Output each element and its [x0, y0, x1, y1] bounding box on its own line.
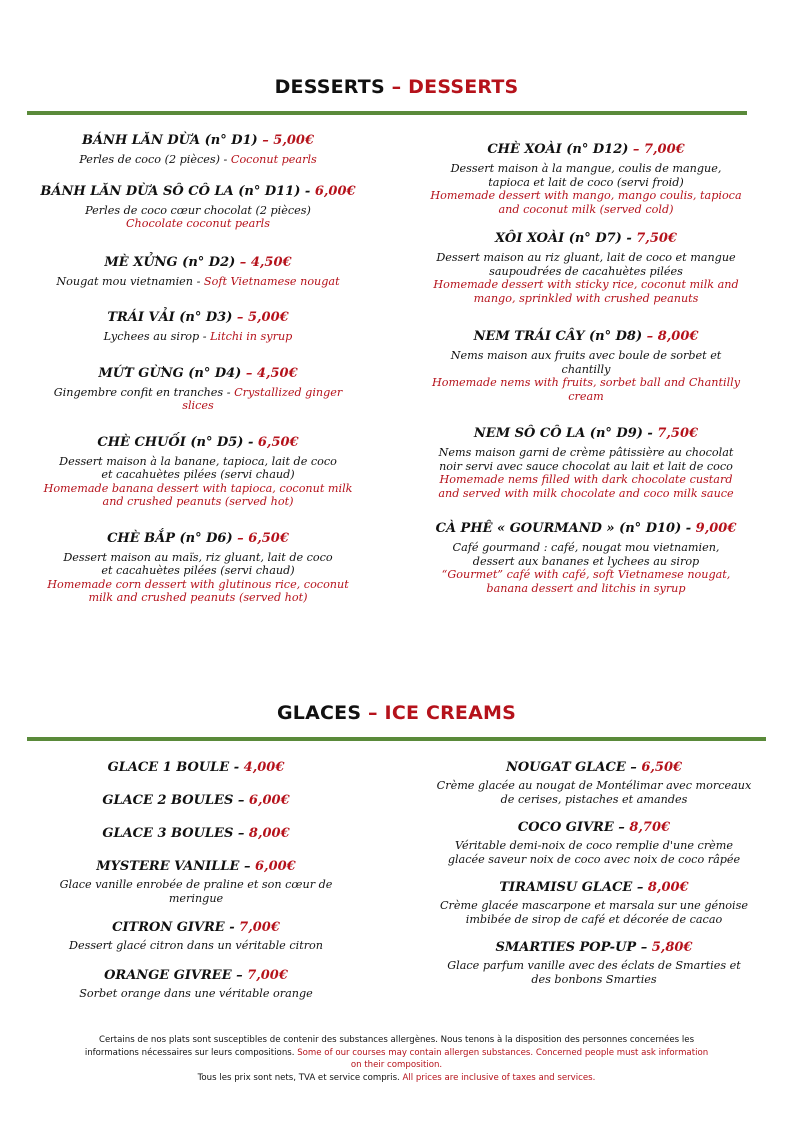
item-name: CITRON GIVRE — [112, 920, 225, 935]
item-desc: Sorbet orange dans une véritable orange — [79, 986, 313, 1000]
glaces-title-sep: – — [361, 702, 385, 724]
item-name: TRÁI VẢI (n° D3) — [107, 310, 233, 325]
item-desc-en: Litchi in syrup — [210, 330, 293, 343]
item-name: NOUGAT GLACE — [505, 760, 626, 775]
item-price: 7,00€ — [239, 920, 280, 935]
menu-item — [436, 879, 752, 926]
item-sep: – — [241, 365, 257, 381]
price-notice — [80, 1072, 713, 1085]
item-price: 8,00€ — [647, 880, 689, 895]
menu-item — [38, 183, 358, 231]
item-name: NEM TRÁI CÂY (n° D8) — [473, 329, 643, 344]
item-price: 6,00€ — [314, 183, 356, 199]
menu-item — [38, 434, 358, 509]
item-name: GLACE 3 BOULES — [102, 826, 238, 841]
glaces-title-fr: GLACES — [276, 702, 362, 724]
item-price: 6,50€ — [641, 760, 683, 775]
item-sep: – — [636, 940, 652, 955]
item-desc-en: Homemade nems filled with dark chocolate custard and served with milk chocolate and coco milk sauce — [438, 473, 734, 500]
item-sep: – — [632, 880, 648, 895]
desserts-divider — [27, 111, 747, 115]
item-name: GLACE 2 BOULES — [102, 793, 238, 808]
item-price: 7,50€ — [636, 231, 677, 246]
menu-item — [38, 309, 358, 344]
allergen-notice-en: Some of our courses may contain allergen substances. Concerned people must ask information on their composition. — [297, 1047, 709, 1070]
item-desc-en: Coconut pearls — [230, 153, 317, 166]
menu-item — [38, 825, 354, 842]
item-name: NEM SÔ CÔ LA (n° D9) — [473, 426, 643, 441]
menu-item — [38, 132, 358, 167]
item-desc-en: Homemade dessert with sticky rice, coconut milk and mango, sprinkled with crushed peanuts — [433, 278, 739, 305]
item-price: 7,50€ — [657, 426, 699, 441]
item-name: BÁNH LĂN DỪA (n° D1) — [81, 133, 258, 148]
item-desc-en: Chocolate coconut pearls — [125, 217, 270, 230]
item-name: BÁNH LĂN DỪA SÔ CÔ LA (n° D11) — [40, 183, 301, 199]
desserts-title-en: DESSERTS — [408, 76, 519, 98]
allergen-footer — [80, 1034, 713, 1084]
menu-item — [430, 230, 742, 305]
item-name: MYSTERE VANILLE — [96, 859, 240, 874]
item-sep: – — [237, 793, 249, 808]
menu-item — [436, 759, 752, 806]
item-desc: Véritable demi-noix de coco remplie d'une crème glacée saveur noix de coco avec noix de coco râpée — [447, 839, 741, 866]
item-price: 5,80€ — [651, 940, 693, 955]
item-sep: - — [300, 183, 315, 199]
item-price: 6,00€ — [255, 859, 296, 874]
item-sep: - — [642, 426, 658, 441]
menu-item — [38, 792, 354, 809]
item-name: SMARTIES POP-UP — [495, 940, 637, 955]
item-desc: Nougat mou vietnamien — [56, 274, 194, 288]
item-price: 7,00€ — [247, 967, 288, 983]
glaces-right-column — [436, 759, 752, 986]
item-name: CHÈ BẮP (n° D6) — [107, 530, 233, 546]
item-price: 4,50€ — [250, 254, 292, 270]
item-desc-en: “Gourmet” café with café, soft Vietnamese nougat, banana dessert and litchis in syrup — [441, 568, 731, 595]
menu-item — [430, 425, 742, 500]
desserts-right-column — [430, 141, 742, 595]
item-price: 8,00€ — [657, 329, 699, 344]
item-price: 8,00€ — [248, 826, 290, 841]
item-desc: Crème glacée mascarpone et marsala sur une génoise imbibée de sirop de café et décorée de cacao — [440, 899, 748, 926]
item-price: 5,00€ — [273, 133, 314, 148]
item-price: 6,50€ — [248, 530, 289, 546]
menu-item — [38, 967, 354, 1001]
item-name: COCO GIVRE — [517, 820, 614, 835]
item-desc-en: Soft Vietnamese nougat — [203, 274, 340, 288]
desserts-title-fr: DESSERTS — [274, 76, 385, 98]
item-desc: Nems maison aux fruits avec boule de sorbet et chantilly — [450, 349, 722, 376]
menu-item — [436, 819, 752, 866]
item-desc: Perles de coco (2 pièces) — [79, 153, 220, 166]
item-price: 4,00€ — [243, 760, 285, 775]
item-sep: - — [621, 231, 637, 246]
item-sep: - — [681, 521, 696, 536]
item-name: ORANGE GIVREE — [104, 967, 232, 983]
item-desc: Gingembre confit en tranches — [53, 385, 224, 399]
item-desc-sep: - — [199, 330, 211, 343]
item-desc: Perles de coco cœur chocolat (2 pièces) — [85, 203, 311, 217]
item-desc: Dessert maison au riz gluant, lait de coco et mangue saupoudrées de cacahuètes pilées — [436, 251, 736, 278]
price-notice-fr: Tous les prix sont nets, TVA et service compris. — [197, 1072, 403, 1083]
item-desc: Glace vanille enrobée de praline et son cœur de meringue — [59, 878, 333, 905]
item-sep: - — [233, 760, 244, 775]
price-notice-en: All prices are inclusive of taxes and services. — [402, 1072, 596, 1083]
menu-item — [436, 939, 752, 986]
item-desc: Glace parfum vanille avec des éclats de Smarties et des bonbons Smarties — [447, 959, 741, 986]
item-price: 6,50€ — [257, 434, 299, 450]
allergen-notice-fr: Certains de nos plats sont susceptibles de contenir des substances allergènes. Nous tenons à la disposition des personnes concernées les informations nécessaires sur leurs compositions. — [84, 1035, 695, 1058]
item-desc: Lychees au sirop — [103, 330, 200, 343]
item-name: TIRAMISU GLACE — [499, 880, 633, 895]
item-sep: - — [243, 434, 258, 450]
item-sep: – — [625, 760, 642, 775]
item-price: 6,00€ — [248, 793, 290, 808]
item-desc-en: Crystallized ginger slices — [182, 385, 343, 412]
menu-item — [38, 858, 354, 905]
glaces-left-column — [38, 759, 354, 1000]
desserts-title-sep: – — [384, 76, 409, 98]
item-desc: Café gourmand : café, nougat mou vietnamien, dessert aux bananes et lychees au sirop — [452, 541, 720, 568]
item-sep: – — [235, 254, 251, 270]
menu-item — [38, 919, 354, 953]
item-name: GLACE 1 BOULE — [107, 760, 234, 775]
item-name: CÀ PHÊ « GOURMAND » (n° D10) — [435, 521, 682, 536]
item-desc-sep: - — [219, 153, 231, 166]
item-sep: – — [628, 142, 644, 157]
item-price: 8,70€ — [629, 820, 671, 835]
item-desc: Dessert maison à la mangue, coulis de mangue, tapioca et lait de coco (servi froid) — [450, 162, 722, 189]
item-desc-en: Homemade dessert with mango, mango coulis, tapioca and coconut milk (served cold) — [430, 189, 742, 216]
item-price: 4,50€ — [256, 365, 298, 381]
item-desc-sep: - — [223, 385, 235, 399]
menu-item — [38, 365, 358, 413]
item-name: MÈ XỬNG (n° D2) — [104, 254, 236, 270]
item-desc: Dessert maison à la banane, tapioca, lait de coco et cacahuètes pilées (servi chaud) — [59, 454, 337, 481]
item-sep: – — [257, 133, 274, 148]
item-sep: - — [224, 920, 240, 935]
desserts-title — [0, 76, 793, 98]
allergen-notice — [80, 1034, 713, 1072]
item-desc: Dessert maison au maïs, riz gluant, lait de coco et cacahuètes pilées (servi chaud) — [63, 550, 333, 577]
item-name: CHÈ XOÀI (n° D12) — [487, 142, 629, 157]
item-desc: Crème glacée au nougat de Montélimar avec morceaux de cerises, pistaches et amandes — [436, 779, 752, 806]
item-sep: – — [613, 820, 630, 835]
item-desc: Dessert glacé citron dans un véritable citron — [68, 939, 323, 952]
item-sep: – — [231, 967, 248, 983]
item-price: 5,00€ — [247, 310, 289, 325]
item-sep: – — [232, 530, 249, 546]
item-price: 7,00€ — [643, 142, 685, 157]
menu-item — [38, 530, 358, 605]
item-name: MỨT GỪNG (n° D4) — [98, 365, 242, 381]
menu-item — [38, 254, 358, 289]
item-desc-en: Homemade corn dessert with glutinous rice, coconut milk and crushed peanuts (served hot) — [47, 577, 349, 604]
glaces-divider — [27, 737, 766, 741]
desserts-left-column — [38, 132, 358, 605]
item-sep: – — [642, 329, 658, 344]
item-desc-en: Homemade nems with fruits, sorbet ball and Chantilly cream — [431, 376, 741, 403]
item-price: 9,00€ — [695, 521, 737, 536]
menu-item — [38, 759, 354, 776]
menu-item — [430, 520, 742, 595]
item-sep: – — [239, 859, 256, 874]
item-desc-sep: - — [193, 274, 204, 288]
item-name: CHÈ CHUỐI (n° D5) — [97, 434, 244, 450]
item-name: XÔI XOÀI (n° D7) — [495, 231, 622, 246]
item-sep: – — [237, 826, 249, 841]
item-desc: Nems maison garni de crème pâtissière au chocolat noir servi avec sauce chocolat au lait et lait de coco — [438, 446, 734, 473]
menu-item — [430, 141, 742, 216]
menu-item — [430, 328, 742, 403]
glaces-title-en: ICE CREAMS — [384, 702, 517, 724]
item-sep: – — [232, 310, 248, 325]
glaces-title — [0, 702, 793, 724]
item-desc-en: Homemade banana dessert with tapioca, coconut milk and crushed peanuts (served hot) — [43, 481, 353, 508]
